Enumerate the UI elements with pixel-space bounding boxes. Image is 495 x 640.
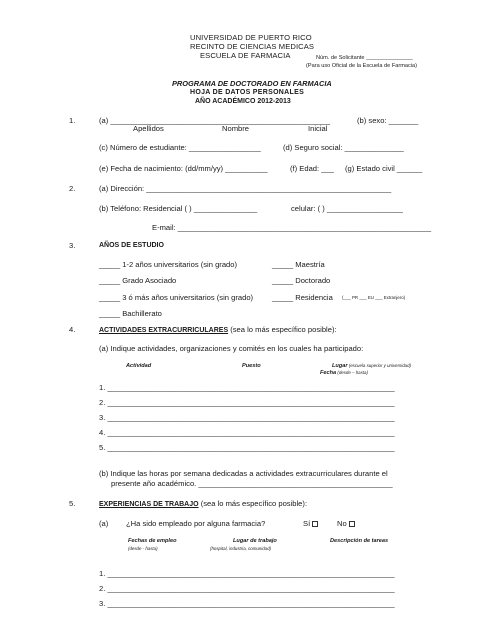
option-maestria[interactable]: _____ Maestría xyxy=(272,260,325,269)
option-residencia[interactable]: _____ Residencia xyxy=(272,293,333,302)
age-field[interactable]: (f) Edad: ___ xyxy=(290,164,334,173)
yes-label: Sí xyxy=(303,519,311,528)
pharmacy-question-label: (a) xyxy=(99,519,109,528)
column-descripcion-tareas: Descripción de tareas xyxy=(330,538,389,544)
program-title: PROGRAMA DE DOCTORADO EN FARMACIA xyxy=(172,79,332,88)
option-doctorado[interactable]: _____ Doctorado xyxy=(272,276,331,285)
yes-checkbox[interactable] xyxy=(312,521,318,527)
column-fecha xyxy=(320,371,368,377)
residencia-location-note: (___ PR ___ EU ___ Extranjero) xyxy=(342,295,406,300)
work-line-1[interactable]: 1. ____________________________________________________________________ xyxy=(99,569,395,578)
column-lugar-note: (escuela superior y universidad) xyxy=(347,363,411,368)
column-fecha-label: Fecha xyxy=(320,370,337,376)
option-3-plus-years[interactable]: _____ 3 ó más años universitarios (sin grado) xyxy=(99,293,254,302)
label-apellidos: Apellidos xyxy=(133,124,164,133)
activity-line-5[interactable]: 5. ____________________________________________________________________ xyxy=(99,443,395,452)
activity-line-2[interactable]: 2. ____________________________________________________________________ xyxy=(99,398,395,407)
section4-number: 4. xyxy=(69,325,76,334)
school-name: ESCUELA DE FARMACIA xyxy=(200,51,291,60)
label-inicial: Inicial xyxy=(308,124,328,133)
no-checkbox[interactable] xyxy=(349,521,355,527)
option-grado-asociado[interactable]: _____ Grado Asociado xyxy=(99,276,177,285)
section5-number: 5. xyxy=(69,499,76,508)
activities-instruction: (a) Indique actividades, organizaciones y comités en los cuales ha participado: xyxy=(99,344,364,353)
activity-line-3[interactable]: 3. ____________________________________________________________________ xyxy=(99,413,395,422)
section4-heading xyxy=(99,326,337,334)
work-line-3[interactable]: 3. ____________________________________________________________________ xyxy=(99,599,395,608)
label-nombre: Nombre xyxy=(222,124,250,133)
sex-field[interactable]: (b) sexo: _______ xyxy=(357,116,419,125)
no-label: No xyxy=(337,519,347,528)
student-number-field[interactable]: (c) Número de estudiante: _________________ xyxy=(99,143,261,152)
section1-number: 1. xyxy=(69,116,76,125)
option-bachillerato[interactable]: _____ Bachillerato xyxy=(99,309,162,318)
work-line-2[interactable]: 2. ____________________________________________________________________ xyxy=(99,584,395,593)
form-title: HOJA DE DATOS PERSONALES xyxy=(190,89,305,96)
column-lugar-label: Lugar xyxy=(332,363,348,369)
campus-name: RECINTO DE CIENCIAS MEDICAS xyxy=(190,42,315,51)
academic-year: AÑO ACADÉMICO 2012-2013 xyxy=(195,98,291,105)
section5-heading xyxy=(99,500,307,508)
activity-line-4[interactable]: 4. ____________________________________________________________________ xyxy=(99,428,395,437)
section5-note: (sea lo más específico posible): xyxy=(198,499,308,508)
applicant-number-field[interactable]: Núm. de Solicitante _______________ xyxy=(316,55,413,61)
cell-phone-field[interactable]: celular: ( ) __________________ xyxy=(291,204,403,213)
column-lugar xyxy=(332,364,411,370)
section4-title: ACTIVIDADES EXTRACURRICULARES xyxy=(99,327,229,334)
university-name: UNIVERSIDAD DE PUERTO RICO xyxy=(190,33,312,42)
activity-line-1[interactable]: 1. ____________________________________________________________________ xyxy=(99,383,395,392)
birthdate-field[interactable]: (e) Fecha de nacimiento: (dd/mm/yy) __________ xyxy=(99,164,268,173)
section5-title: EXPERIENCIAS DE TRABAJO xyxy=(99,501,199,508)
home-phone-field[interactable]: (b) Teléfono: Residencial ( ) _______________ xyxy=(99,204,258,213)
section3-number: 3. xyxy=(69,241,76,250)
official-use-note: (Para uso Oficial de la Escuela de Farmacia) xyxy=(306,63,417,69)
hours-field[interactable]: presente año académico. ______________________________________________ xyxy=(111,479,393,488)
column-lugar-trabajo: Lugar de trabajo xyxy=(233,538,277,544)
option-1-2-years[interactable]: _____ 1-2 años universitarios (sin grado) xyxy=(99,260,238,269)
section3-title: AÑOS DE ESTUDIO xyxy=(99,242,164,249)
section2-number: 2. xyxy=(69,184,76,193)
column-actividad: Actividad xyxy=(126,363,152,369)
yes-option[interactable] xyxy=(303,520,318,528)
email-field[interactable]: E-mail: ____________________________________________________________ xyxy=(152,223,432,232)
no-option[interactable] xyxy=(337,520,355,528)
section4-note: (sea lo más específico posible): xyxy=(228,325,337,334)
column-fechas-empleo: Fechas de empleo xyxy=(128,538,177,544)
social-security-field[interactable]: (d) Seguro social: ______________ xyxy=(283,143,404,152)
pharmacy-question: ¿Ha sido empleado por alguna farmacia? xyxy=(126,519,266,528)
column-fecha-note: (desde – hasta) xyxy=(336,370,368,375)
column-puesto: Puesto xyxy=(242,363,261,369)
hours-instruction: (b) Indique las horas por semana dedicadas a actividades extracurriculares durante el xyxy=(99,469,388,478)
column-fechas-note: (desde - hasta) xyxy=(128,546,158,551)
column-lugar-trabajo-note: (hospital, industria, comunidad) xyxy=(210,546,272,551)
address-field[interactable]: (a) Dirección: __________________________________________________________ xyxy=(99,184,392,193)
name-field[interactable]: (a) ____________________________________________________ xyxy=(99,116,331,125)
marital-status-field[interactable]: (g) Estado civil ______ xyxy=(345,164,423,173)
